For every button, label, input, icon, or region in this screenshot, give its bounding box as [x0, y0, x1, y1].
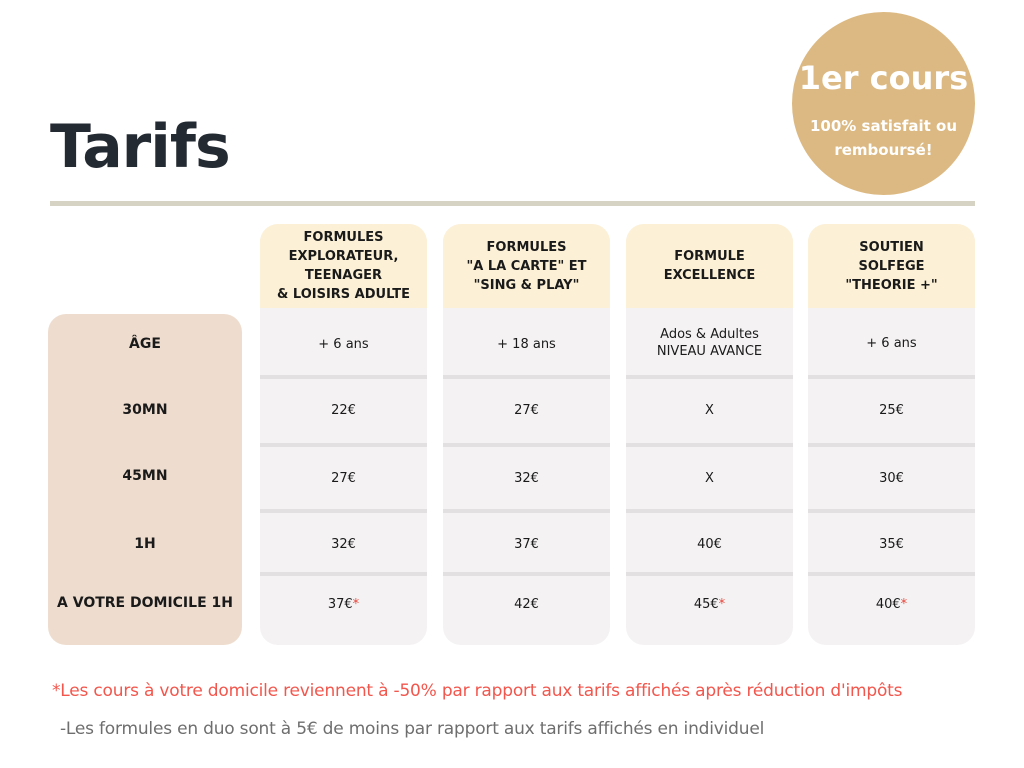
cell-45mn: 32€	[514, 471, 539, 486]
row-divider	[626, 509, 793, 513]
cell-30mn: 25€	[879, 403, 904, 418]
row-divider	[443, 509, 610, 513]
cell-30mn: 27€	[514, 403, 539, 418]
column-header	[808, 224, 975, 308]
cell-home-1h	[260, 596, 427, 613]
cell-age: Ados & Adultes NIVEAU AVANCE	[656, 327, 763, 359]
row-divider	[260, 509, 427, 513]
row-label-1h: 1H	[134, 536, 156, 552]
cell-30mn: X	[705, 403, 714, 418]
pricing-column-explorateur	[260, 224, 427, 645]
home-discount-note: *Les cours à votre domicile reviennent à -50% par rapport aux tarifs affichés après réduction d'impôts	[52, 681, 903, 701]
page-title: Tarifs	[50, 112, 230, 182]
row-labels-panel	[48, 314, 242, 645]
cell-age: + 18 ans	[497, 337, 556, 352]
cell-home-1h	[626, 596, 793, 613]
cell-home-1h-price: 45€	[693, 597, 719, 612]
row-divider	[443, 572, 610, 576]
cell-home-1h-price: 40€	[875, 597, 901, 612]
cell-home-1h	[808, 596, 975, 613]
row-divider	[808, 443, 975, 447]
cell-age: + 6 ans	[318, 337, 369, 352]
cell-45mn: X	[705, 471, 714, 486]
pricing-column-a-la-carte	[443, 224, 610, 645]
first-lesson-badge	[792, 12, 975, 195]
row-label-age: ÂGE	[129, 336, 161, 352]
column-header-text: FORMULES EXPLORATEUR, TEENAGER & LOISIRS ADULTE	[277, 230, 410, 302]
column-header-text: FORMULES "A LA CARTE" ET "SING & PLAY"	[466, 239, 587, 293]
cell-1h: 40€	[697, 537, 722, 552]
row-divider	[260, 443, 427, 447]
row-divider	[808, 572, 975, 576]
column-header-text: SOUTIEN SOLFEGE "THEORIE +"	[845, 239, 938, 293]
column-header-text: FORMULE EXCELLENCE	[663, 249, 756, 283]
cell-1h: 32€	[331, 537, 356, 552]
cell-45mn: 27€	[331, 471, 356, 486]
row-label-home-1h: A VOTRE DOMICILE 1H	[57, 595, 233, 611]
cell-30mn: 22€	[331, 403, 356, 418]
badge-subtitle: 100% satisfait ou remboursé!	[809, 117, 958, 159]
asterisk-mark: *	[900, 597, 908, 612]
column-header	[443, 224, 610, 308]
row-divider	[626, 443, 793, 447]
cell-1h: 35€	[879, 537, 904, 552]
cell-home-1h-price: 37€	[327, 597, 353, 612]
row-divider	[626, 572, 793, 576]
row-label-45mn: 45MN	[122, 468, 168, 484]
row-label-30mn: 30MN	[122, 402, 168, 418]
column-header	[260, 224, 427, 308]
cell-age: + 6 ans	[866, 336, 917, 351]
row-divider	[260, 572, 427, 576]
title-divider	[50, 201, 975, 206]
row-divider	[443, 375, 610, 379]
badge-title: 1er cours	[798, 59, 969, 97]
row-divider	[808, 375, 975, 379]
asterisk-mark: *	[352, 597, 360, 612]
row-divider	[808, 509, 975, 513]
row-divider	[260, 375, 427, 379]
cell-home-1h-price: 42€	[514, 597, 539, 612]
row-divider	[626, 375, 793, 379]
row-divider	[443, 443, 610, 447]
pricing-column-excellence	[626, 224, 793, 645]
asterisk-mark: *	[718, 597, 726, 612]
duo-discount-note: -Les formules en duo sont à 5€ de moins par rapport aux tarifs affichés en individuel	[60, 719, 765, 739]
column-header	[626, 224, 793, 308]
pricing-column-solfege	[808, 224, 975, 645]
cell-home-1h	[443, 596, 610, 613]
cell-1h: 37€	[514, 537, 539, 552]
cell-45mn: 30€	[879, 471, 904, 486]
